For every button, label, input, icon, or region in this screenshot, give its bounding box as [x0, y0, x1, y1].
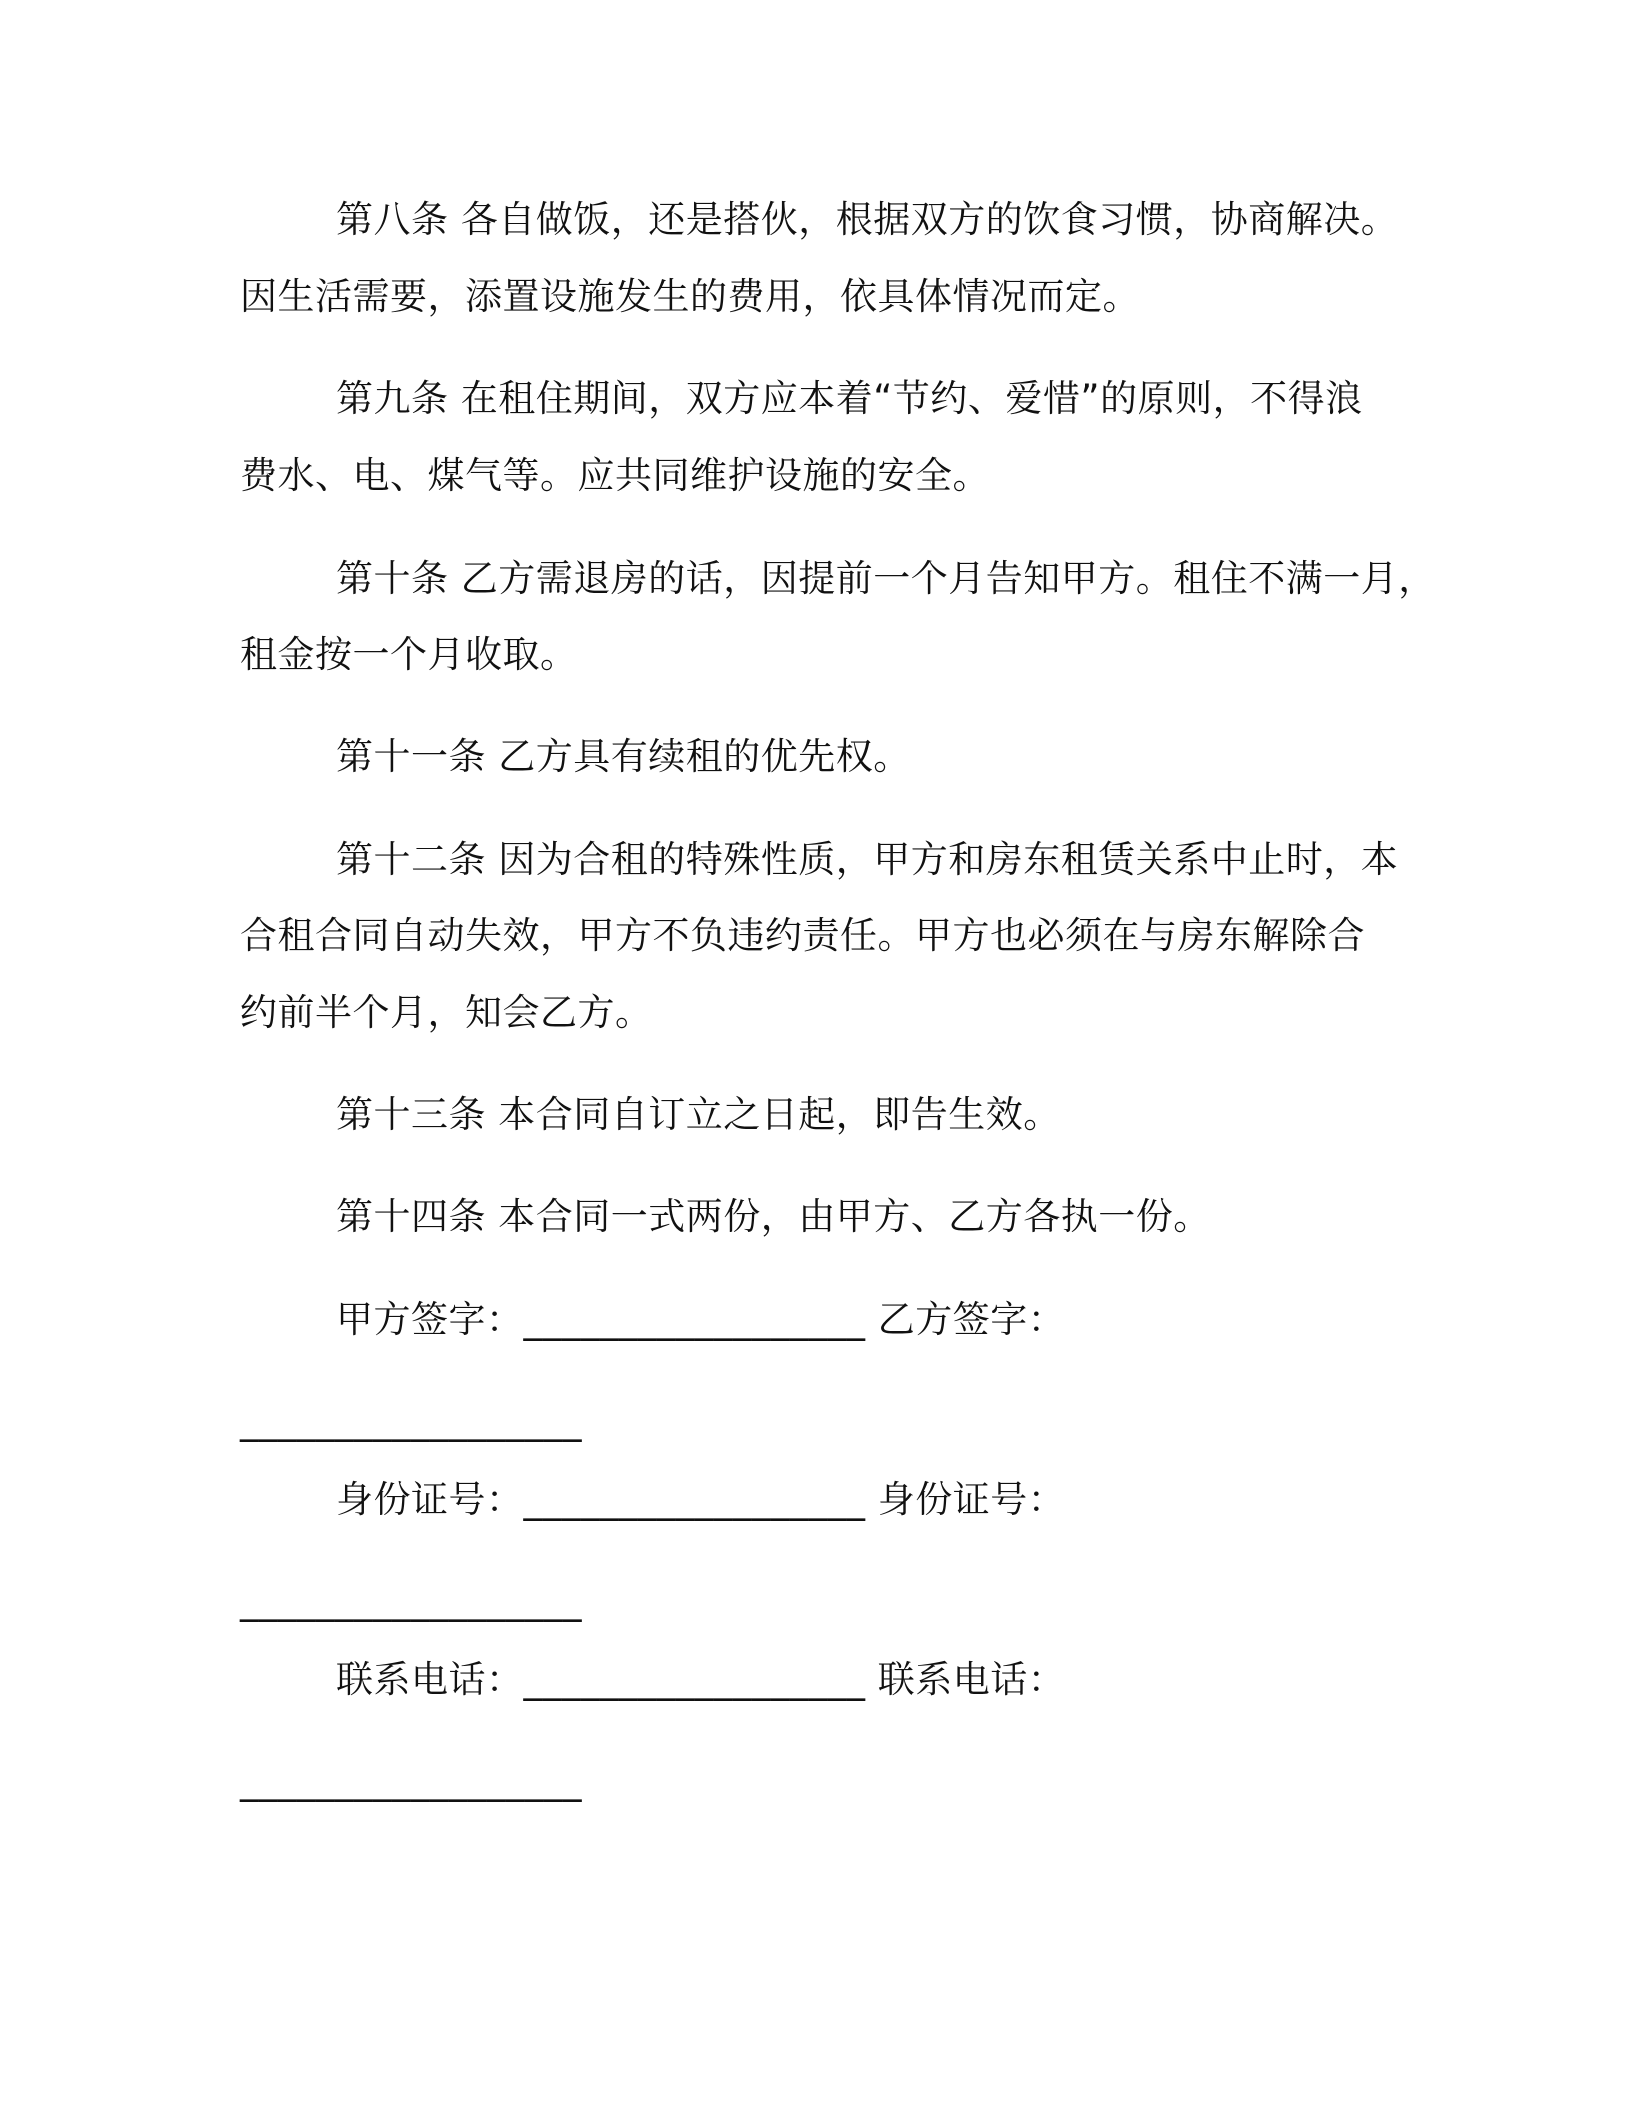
- article-9-line-1: 第九条 在租住期间，双方应本着“节约、爱惜”的原则，不得浪: [336, 377, 1363, 420]
- id-number-line: 身份证号：__________________ 身份证号：: [336, 1478, 1066, 1521]
- article-9-line-2: 费水、电、煤气等。应共同维护设施的安全。: [240, 454, 990, 497]
- article-13-line-1: 第十三条 本合同自订立之日起，即告生效。: [336, 1093, 1061, 1136]
- article-10-line-2: 租金按一个月收取。: [240, 633, 578, 676]
- article-10-line-1: 第十条 乙方需退房的话，因提前一个月告知甲方。租住不满一月，: [336, 557, 1436, 600]
- phone-blank-line: __________________: [240, 1759, 582, 1802]
- article-8-line-1: 第八条 各自做饭，还是搭伙，根据双方的饮食习惯，协商解决。: [336, 198, 1399, 241]
- article-14-line-1: 第十四条 本合同一式两份，由甲方、乙方各执一份。: [336, 1195, 1211, 1238]
- phone-line: 联系电话：__________________ 联系电话：: [336, 1658, 1066, 1701]
- article-11-line-1: 第十一条 乙方具有续租的优先权。: [336, 735, 911, 778]
- signature-line: 甲方签字：__________________ 乙方签字：: [336, 1298, 1066, 1341]
- article-12-line-2: 合租合同自动失效，甲方不负违约责任。甲方也必须在与房东解除合: [240, 914, 1365, 957]
- signature-blank-line: __________________: [240, 1399, 582, 1442]
- id-number-blank-line: __________________: [240, 1579, 582, 1622]
- article-8-line-2: 因生活需要，添置设施发生的费用，依具体情况而定。: [240, 275, 1140, 318]
- article-12-line-3: 约前半个月，知会乙方。: [240, 991, 653, 1034]
- article-12-line-1: 第十二条 因为合租的特殊性质，甲方和房东租赁关系中止时，本: [336, 838, 1399, 881]
